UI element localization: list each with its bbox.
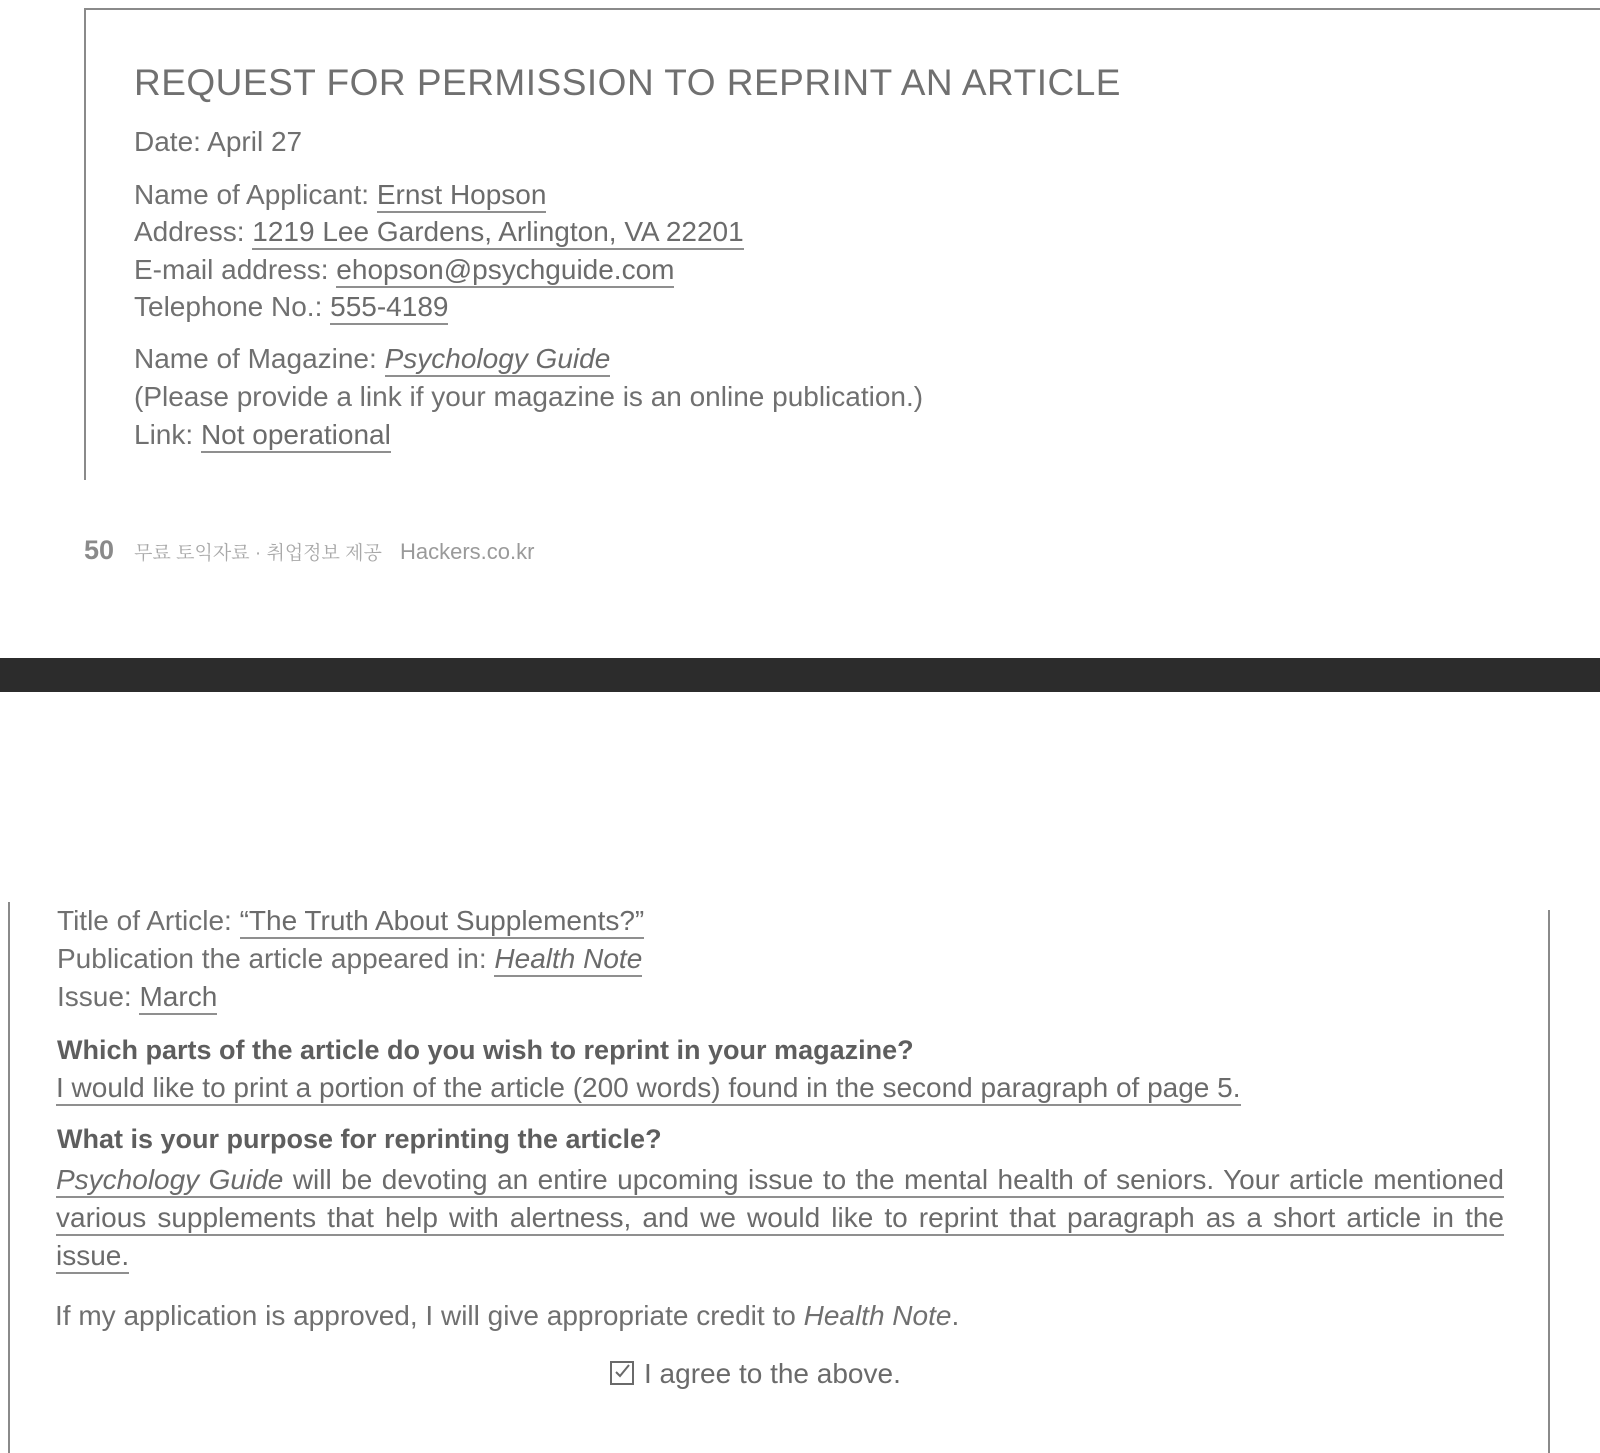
date-label: Date:: [134, 126, 201, 157]
checkmark-icon: [613, 1363, 631, 1381]
page-footer: [84, 535, 534, 566]
question-parts: Which parts of the article do you wish to reprint in your magazine?: [57, 1035, 914, 1065]
applicant-field[interactable]: Ernst Hopson: [377, 179, 547, 213]
form-frame-left: [8, 902, 10, 1453]
agreement-row: [610, 1358, 901, 1390]
link-row: [134, 419, 391, 451]
question-purpose: What is your purpose for reprinting the article?: [57, 1124, 662, 1154]
address-label: Address:: [134, 216, 245, 247]
article-title-field[interactable]: “The Truth About Supplements?”: [240, 905, 645, 939]
link-label: Link:: [134, 419, 194, 450]
publication-label: Publication the article appeared in:: [57, 943, 487, 974]
credit-end: .: [951, 1300, 960, 1331]
phone-row: [134, 291, 448, 323]
magazine-field[interactable]: Psychology Guide: [385, 343, 611, 377]
article-title-row: [57, 905, 644, 937]
footer-site: Hackers.co.kr: [400, 539, 535, 564]
footer-korean-text: 무료 토익자료 · 취업정보 제공: [134, 543, 382, 564]
page-number: 50: [84, 535, 115, 565]
answer-purpose-magazine: Psychology Guide: [56, 1164, 283, 1198]
link-field[interactable]: Not operational: [201, 419, 391, 453]
credit-text: If my application is approved, I will give appropriate credit to: [55, 1300, 804, 1331]
link-note: (Please provide a link if your magazine is an online publication.): [134, 381, 924, 412]
answer-parts-row: [56, 1072, 1241, 1104]
issue-row: [57, 981, 217, 1013]
phone-field[interactable]: 555-4189: [330, 291, 448, 325]
applicant-row: [134, 179, 546, 211]
article-title-label: Title of Article:: [57, 905, 232, 936]
email-field[interactable]: ehopson@psychguide.com: [336, 254, 674, 288]
magazine-label: Name of Magazine:: [134, 343, 377, 374]
issue-label: Issue:: [57, 981, 132, 1012]
address-row: [134, 216, 744, 248]
applicant-label: Name of Applicant:: [134, 179, 370, 210]
credit-statement: [55, 1300, 959, 1332]
issue-field[interactable]: March: [139, 981, 217, 1015]
answer-purpose-field[interactable]: [56, 1161, 1504, 1275]
agree-label: I agree to the above.: [644, 1358, 901, 1389]
answer-parts-field[interactable]: I would like to print a portion of the article (200 words) found in the second paragraph of page 5.: [56, 1072, 1241, 1106]
email-row: [134, 254, 674, 286]
address-field[interactable]: 1219 Lee Gardens, Arlington, VA 22201: [252, 216, 743, 250]
date-row: [134, 126, 302, 158]
credit-publication: Health Note: [803, 1300, 952, 1331]
date-value: April 27: [207, 126, 303, 157]
email-label: E-mail address:: [134, 254, 329, 285]
page-title: REQUEST FOR PERMISSION TO REPRINT AN ARTICLE: [134, 62, 1121, 103]
form-frame-right: [1548, 910, 1550, 1453]
publication-row: [57, 943, 642, 975]
page-divider: [0, 658, 1600, 692]
phone-label: Telephone No.:: [134, 291, 323, 322]
publication-field[interactable]: Health Note: [494, 943, 642, 977]
agree-checkbox[interactable]: [610, 1361, 634, 1385]
answer-purpose-text: will be devoting an entire upcoming issue to the mental health of seniors. Your article mentioned various supplements that help with alertness, and we would like to reprint that paragraph as a short article in the issue.: [56, 1164, 1504, 1274]
magazine-row: [134, 343, 610, 375]
